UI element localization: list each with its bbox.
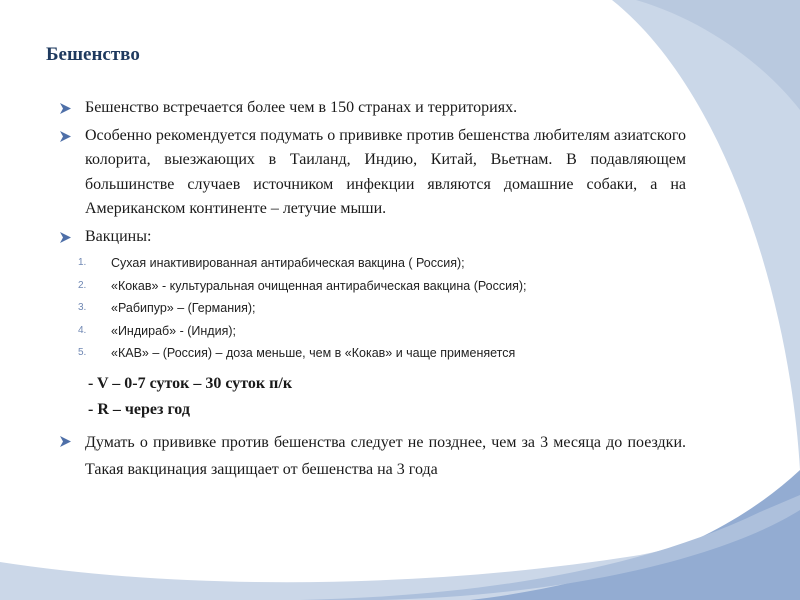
list-item-text: Сухая инактивированная антирабическая вакцина ( Россия); (111, 256, 465, 270)
bullet-text: Особенно рекомендуется подумать о прививке против бешенства любителям азиатского колорита, выезжающих в Таиланд, Индию, Китай, Вьетнам. В подавляющем большинстве случаев источником инфекции являются домашние собаки, а на Американском континенте – летучие мыши. (85, 126, 686, 217)
list-item (60, 297, 686, 320)
list-number: 1. (78, 257, 87, 268)
slide-content (60, 96, 686, 486)
list-item-text: «Рабипур» – (Германия); (111, 301, 256, 315)
list-item-text: «Индираб» - (Индия); (111, 323, 236, 338)
bullet-item (60, 124, 686, 222)
arrow-bullet-icon (60, 232, 71, 243)
list-number: 5. (78, 347, 87, 358)
bullet-item (60, 429, 686, 483)
dose-line-r: - R – через год (88, 400, 190, 418)
bullet-item (60, 96, 686, 121)
bullet-text: Думать о прививке против бешенства следует не позднее, чем за 3 месяца до поездки. Такая вакцинация защищает от бешенства на 3 года (85, 433, 686, 478)
list-item-text: «КАВ» – (Россия) – доза меньше, чем в «Кокав» и чаще применяется (111, 346, 516, 360)
arrow-bullet-icon (60, 436, 71, 447)
dose-line-v: - V – 0-7 суток – 30 суток п/к (88, 374, 293, 392)
bullet-text: Вакцины: (85, 227, 152, 245)
list-item (60, 342, 686, 365)
list-number: 2. (78, 279, 87, 291)
list-item (60, 252, 686, 275)
bullet-text: Бешенство встречается более чем в 150 странах и территориях. (85, 99, 518, 116)
list-item (60, 320, 686, 343)
list-number: 3. (78, 302, 87, 313)
bullet-item (60, 225, 686, 250)
arrow-bullet-icon (60, 131, 71, 142)
slide-title: Бешенство (46, 44, 140, 65)
vaccine-list (60, 252, 686, 365)
arrow-bullet-icon (60, 103, 71, 114)
list-item (60, 275, 686, 298)
list-item-text: «Кокав» - культуральная очищенная антирабическая вакцина (Россия); (111, 278, 527, 293)
list-number: 4. (78, 324, 87, 336)
